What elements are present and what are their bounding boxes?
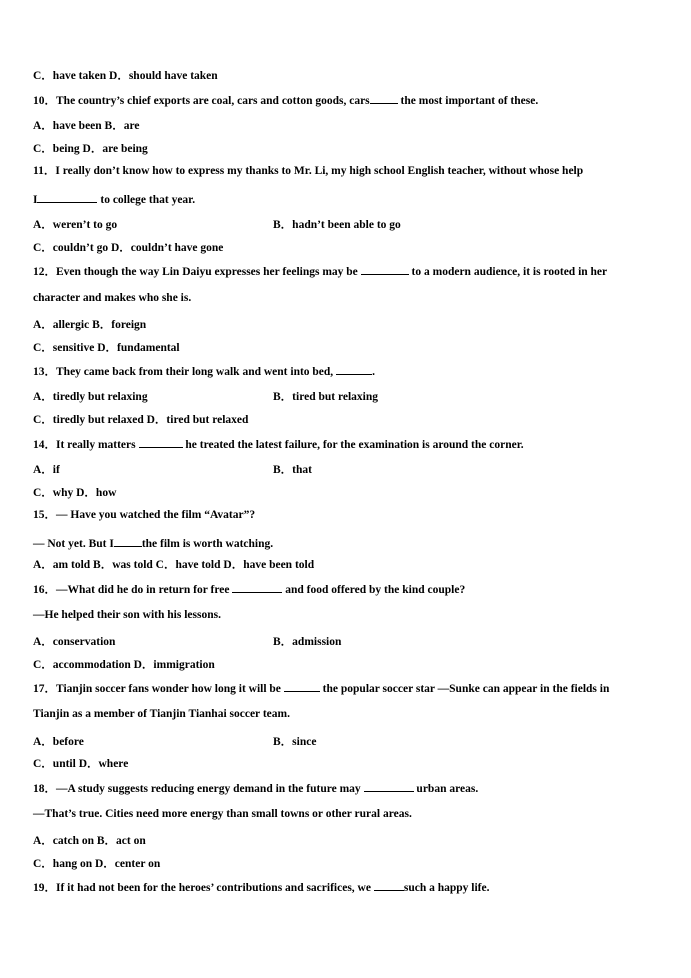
- question-18-stem: 18．—A study suggests reducing energy demand in the future may: [33, 783, 364, 795]
- question-12: [33, 263, 607, 279]
- question-12-cont: character and makes who she is.: [33, 292, 192, 304]
- question-11-cont: [33, 191, 195, 207]
- q18-options-ab: A．catch on B．act on: [33, 835, 146, 847]
- answer-blank: [232, 581, 282, 593]
- q17-options-cd: C．until D．where: [33, 758, 129, 770]
- question-14: [33, 436, 524, 452]
- question-16-stem-end: and food offered by the kind couple?: [282, 584, 466, 596]
- question-14-stem: 14．It really matters: [33, 439, 139, 451]
- question-12-stem: 12．Even though the way Lin Daiyu expresses her feelings may be: [33, 266, 361, 278]
- answer-blank: [374, 879, 404, 891]
- q16-option-b: B．admission: [273, 636, 342, 648]
- question-15-stem-end: the film is worth watching.: [141, 538, 274, 550]
- question-17-stem-end: the popular soccer star —Sunke can appear in the fields in: [319, 683, 610, 695]
- q14-options-cd: C．why D．how: [33, 487, 117, 499]
- question-16: [33, 581, 465, 597]
- question-14-stem-end: he treated the latest failure, for the examination is around the corner.: [182, 439, 524, 451]
- q13-option-b: B．tired but relaxing: [273, 391, 378, 403]
- q14-option-b: B．that: [273, 464, 312, 476]
- answer-blank: [37, 191, 97, 203]
- q15-options: A．am told B．was told C．have told D．have been told: [33, 559, 315, 571]
- q10-options-ab: A．have been B．are: [33, 120, 140, 132]
- q13-option-a: A．tiredly but relaxing: [33, 391, 148, 403]
- answer-blank: [139, 436, 183, 448]
- question-12-stem-end: to a modern audience, it is rooted in her: [408, 266, 608, 278]
- question-10-stem: 10．The country’s chief exports are coal, cars and cotton goods, cars: [33, 95, 370, 107]
- q11-option-b: B．hadn’t been able to go: [273, 219, 401, 231]
- q13-options-cd: C．tiredly but relaxed D．tired but relaxed: [33, 414, 249, 426]
- question-10-stem-end: the most important of these.: [397, 95, 539, 107]
- question-18: [33, 780, 478, 796]
- q17-option-a: A．before: [33, 736, 84, 748]
- question-13-stem: 13．They came back from their long walk and went into bed,: [33, 366, 337, 378]
- question-11: 11．I really don’t know how to express my thanks to Mr. Li, my high school English teacher, without whose help: [33, 165, 584, 177]
- q10-options-cd: C．being D．are being: [33, 143, 148, 155]
- question-13-stem-end: .: [372, 366, 375, 378]
- q11-options-cd: C．couldn’t go D．couldn’t have gone: [33, 242, 224, 254]
- question-15: 15．— Have you watched the film “Avatar”?: [33, 509, 256, 521]
- question-17-cont: Tianjin as a member of Tianjin Tianhai soccer team.: [33, 708, 290, 720]
- question-17: [33, 680, 609, 696]
- question-11-stem-end: to college that year.: [97, 194, 196, 206]
- question-18-stem-end: urban areas.: [413, 783, 479, 795]
- question-11-stem: I: [33, 194, 38, 206]
- q12-options-cd: C．sensitive D．fundamental: [33, 342, 180, 354]
- q9-options-cd: C．have taken D．should have taken: [33, 70, 218, 82]
- answer-blank: [284, 680, 320, 692]
- question-17-stem: 17．Tianjin soccer fans wonder how long it will be: [33, 683, 284, 695]
- q14-option-a: A．if: [33, 464, 60, 476]
- q16-option-a: A．conservation: [33, 636, 116, 648]
- q17-option-b: B．since: [273, 736, 317, 748]
- question-19: [33, 879, 489, 895]
- q11-option-a: A．weren’t to go: [33, 219, 118, 231]
- answer-blank: [361, 263, 409, 275]
- question-16-stem: 16．—What did he do in return for free: [33, 584, 233, 596]
- answer-blank: [336, 363, 372, 375]
- question-13: [33, 363, 375, 379]
- question-19-stem: 19．If it had not been for the heroes’ contributions and sacrifices, we: [33, 882, 374, 894]
- question-18-cont: —That’s true. Cities need more energy than small towns or other rural areas.: [33, 808, 412, 820]
- question-19-stem-end: such a happy life.: [403, 882, 490, 894]
- q16-options-cd: C．accommodation D．immigration: [33, 659, 215, 671]
- question-10: [33, 92, 538, 108]
- answer-blank: [370, 92, 398, 104]
- question-15-stem: — Not yet. But I: [33, 538, 114, 550]
- question-15-cont: [33, 535, 273, 551]
- q12-options-ab: A．allergic B．foreign: [33, 319, 147, 331]
- q18-options-cd: C．hang on D．center on: [33, 858, 161, 870]
- answer-blank: [364, 780, 414, 792]
- question-16-cont: —He helped their son with his lessons.: [33, 609, 221, 621]
- answer-blank: [114, 535, 142, 547]
